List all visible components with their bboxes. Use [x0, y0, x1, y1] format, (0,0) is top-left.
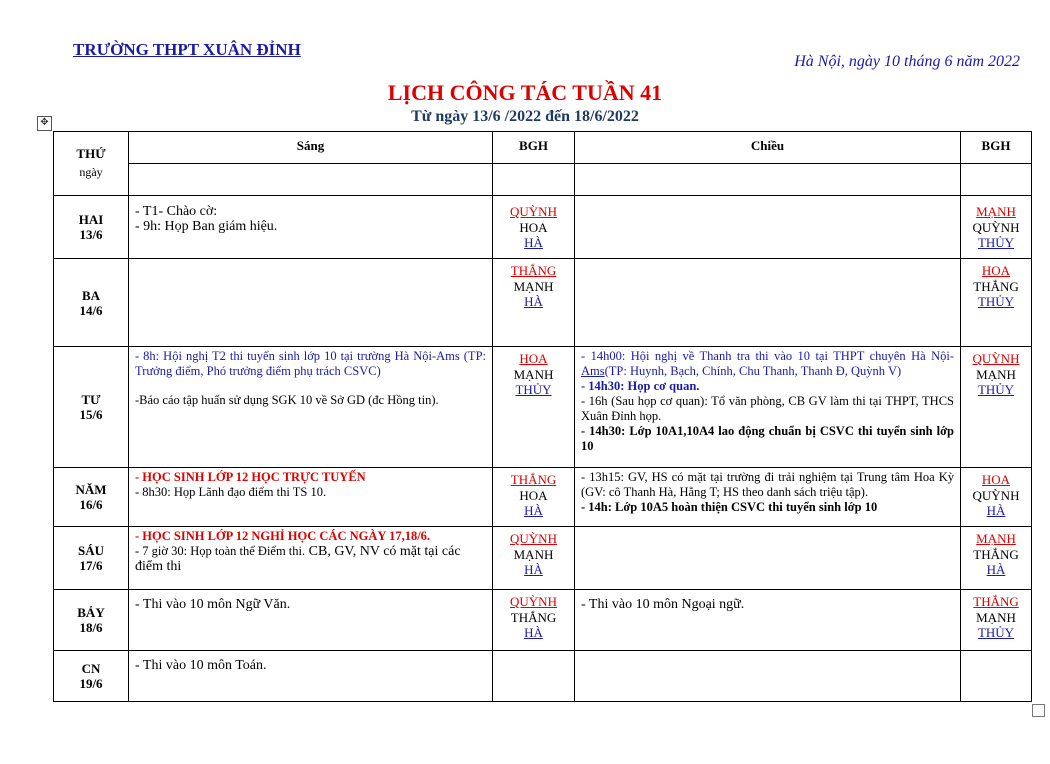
bgh-name: MẠNH [976, 609, 1016, 625]
day-name: CN [81, 661, 101, 676]
bgh-name: MẠNH [513, 546, 554, 562]
afternoon-cell [575, 347, 961, 468]
afternoon-item: - 14h: Lớp 10A5 hoàn thiện CSVC thi tuyển sinh lớp 10 [581, 500, 878, 514]
schedule-table [53, 131, 1032, 702]
bgh-name: THẮNG [973, 278, 1019, 294]
bgh-am-cell [493, 259, 575, 347]
morning-cell [129, 468, 493, 527]
afternoon-cell [575, 468, 961, 527]
bgh-name: HÀ [524, 235, 543, 250]
bgh-name: HOA [519, 219, 548, 235]
col-bgh-pm-header: BGH [961, 132, 1032, 164]
bgh-name: QUỲNH [972, 351, 1020, 366]
bgh-name: THỦY [515, 382, 552, 397]
morning-item: - T1- Chào cờ: [135, 204, 218, 219]
morning-item: -Báo cáo tập huấn sử dụng SGK 10 về Sở GD (đc Hồng tin). [135, 393, 439, 407]
afternoon-item: Ams [581, 364, 605, 378]
afternoon-cell [575, 590, 961, 651]
bgh-name: HÀ [524, 294, 543, 309]
bgh-name: QUỲNH [972, 219, 1020, 235]
afternoon-cell [575, 527, 961, 590]
bgh-pm-cell [961, 347, 1032, 468]
morning-item: - HỌC SINH LỚP 12 HỌC TRỰC TUYẾN [135, 470, 366, 484]
resize-handle-icon[interactable] [1032, 704, 1045, 717]
header-row [54, 132, 1032, 164]
afternoon-cell [575, 259, 961, 347]
spacer-cell [129, 164, 493, 196]
day-date: 14/6 [79, 302, 103, 318]
page-title: LỊCH CÔNG TÁC TUẦN 41 [387, 80, 663, 105]
day-date: 19/6 [79, 676, 103, 691]
day-date: 18/6 [79, 620, 103, 635]
bgh-name: THẮNG [510, 609, 557, 625]
bgh-name: THỦY [977, 382, 1015, 397]
day-name: NĂM [75, 482, 107, 497]
day-name: SÁU [77, 543, 104, 558]
morning-cell [129, 651, 493, 702]
bgh-name: THẮNG [510, 263, 557, 278]
bgh-name: HÀ [986, 503, 1006, 518]
bgh-name: THỦY [977, 625, 1015, 640]
table-row [54, 468, 1032, 527]
day-date: 17/6 [79, 558, 103, 573]
table-row [54, 651, 1032, 702]
table-row [54, 196, 1032, 259]
move-icon[interactable]: ✥ [37, 116, 52, 131]
bgh-name: HÀ [986, 562, 1006, 577]
morning-cell [129, 527, 493, 590]
morning-item: - 7 giờ 30: Họp toàn thể Điểm thi. [135, 544, 306, 558]
morning-item: - 8h30: Họp Lãnh đạo điểm thi TS 10. [135, 485, 327, 499]
bgh-pm-cell [961, 259, 1032, 347]
bgh-name: THỦY [977, 235, 1015, 250]
afternoon-item: - 16h (Sau họp cơ quan): Tổ văn phòng, CB GV làm thi tại THPT, THCS Xuân Đỉnh họp. [581, 394, 954, 423]
page-subtitle: Từ ngày 13/6 /2022 đến 18/6/2022 [411, 108, 639, 125]
table-row [54, 347, 1032, 468]
bgh-am-cell [493, 651, 575, 702]
bgh-name: HOA [519, 487, 548, 503]
morning-cell [129, 590, 493, 651]
spacer-cell [575, 164, 961, 196]
header-spacer-row [54, 164, 1032, 196]
day-date: 15/6 [79, 407, 103, 422]
bgh-name: THẮNG [973, 594, 1019, 609]
bgh-am-cell [493, 527, 575, 590]
bgh-pm-cell [961, 527, 1032, 590]
bgh-name: QUỲNH [510, 531, 557, 546]
bgh-pm-cell [961, 651, 1032, 702]
bgh-name: HOA [981, 263, 1011, 278]
bgh-name: HOA [519, 351, 548, 366]
bgh-name: HÀ [524, 562, 543, 577]
morning-cell [129, 259, 493, 347]
bgh-name: MẠNH [513, 278, 554, 294]
bgh-name: MẠNH [976, 204, 1016, 219]
table-row [54, 259, 1032, 347]
day-name: HAI [78, 212, 104, 227]
morning-cell [129, 196, 493, 259]
day-cell [54, 196, 129, 259]
morning-item: - 8h: Hội nghị T2 thi tuyển sinh lớp 10 tại trường Hà Nội-Ams (TP: Trưởng điểm, Phó trưởng điểm phụ trách CSVC) [135, 349, 486, 378]
bgh-am-cell [493, 196, 575, 259]
bgh-name: THẮNG [510, 472, 557, 487]
bgh-name: HOA [981, 472, 1011, 487]
day-cell [54, 468, 129, 527]
table-row [54, 527, 1032, 590]
day-cell [54, 347, 129, 468]
afternoon-item: - Thi vào 10 môn Ngoại ngữ. [581, 597, 745, 612]
afternoon-item: - 14h00: Hội nghị về Thanh tra thi vào 10 tại THPT chuyên Hà Nội- [581, 349, 954, 363]
bgh-pm-cell [961, 590, 1032, 651]
bgh-name: QUỲNH [510, 594, 557, 609]
bgh-name: THỦY [977, 294, 1015, 309]
table-row [54, 590, 1032, 651]
document-date: Hà Nội, ngày 10 tháng 6 năm 2022 [794, 53, 1020, 70]
afternoon-cell [575, 651, 961, 702]
bgh-name: THẮNG [973, 546, 1019, 562]
bgh-am-cell [493, 347, 575, 468]
morning-item: - Thi vào 10 môn Toán. [135, 658, 267, 673]
bgh-name: HÀ [524, 503, 543, 518]
afternoon-item: (TP: Huynh, Bạch, Chính, Chu Thanh, Thanh Đ, Quỳnh V) [604, 364, 902, 378]
bgh-pm-cell [961, 468, 1032, 527]
bgh-pm-cell [961, 196, 1032, 259]
bgh-am-cell [493, 590, 575, 651]
morning-cell [129, 347, 493, 468]
bgh-name: HÀ [524, 625, 543, 640]
col-bgh-am-header: BGH [493, 132, 575, 164]
day-cell [54, 590, 129, 651]
day-cell [54, 651, 129, 702]
bgh-am-cell [493, 468, 575, 527]
afternoon-item: - 13h15: GV, HS có mặt tại trường đi trải nghiệm tại Trung tâm Hoa Kỳ (GV: cô Thanh Hà, Hằng T; HS theo danh sách triệu tập). [581, 470, 954, 499]
morning-item: - Thi vào 10 môn Ngữ Văn. [135, 597, 291, 612]
day-cell [54, 527, 129, 590]
col-morning-header: Sáng [129, 132, 493, 164]
afternoon-item: - 14h30: Họp cơ quan. [581, 379, 700, 393]
afternoon-cell [575, 196, 961, 259]
afternoon-item: - 14h30: Lớp 10A1,10A4 lao động chuẩn bị CSVC thi tuyển sinh lớp 10 [581, 424, 954, 453]
school-name: TRƯỜNG THPT XUÂN ĐỈNH [73, 40, 301, 59]
day-cell [54, 259, 129, 347]
day-name: TƯ [81, 392, 101, 407]
day-name: BẢY [77, 605, 105, 620]
morning-item: - HỌC SINH LỚP 12 NGHỈ HỌC CÁC NGÀY 17,18/6. [135, 529, 431, 543]
col-date-label: ngày [79, 164, 103, 179]
bgh-name: MẠNH [513, 366, 554, 382]
day-date: 13/6 [79, 227, 103, 242]
bgh-name: MẠNH [976, 366, 1016, 382]
morning-item: CB, GV, NV có mặt tại các điểm thi [135, 544, 461, 574]
bgh-name: MẠNH [976, 531, 1016, 546]
col-day-label: THỨ [76, 145, 106, 161]
day-date: 16/6 [79, 497, 103, 512]
col-day-header [54, 132, 129, 196]
bgh-name: QUỲNH [510, 204, 557, 219]
morning-item: - 9h: Họp Ban giám hiệu. [135, 219, 278, 234]
bgh-name: QUỲNH [972, 487, 1020, 503]
col-afternoon-header: Chiều [575, 132, 961, 164]
spacer-cell [961, 164, 1032, 196]
spacer-cell [493, 164, 575, 196]
day-name: BA [81, 287, 101, 303]
